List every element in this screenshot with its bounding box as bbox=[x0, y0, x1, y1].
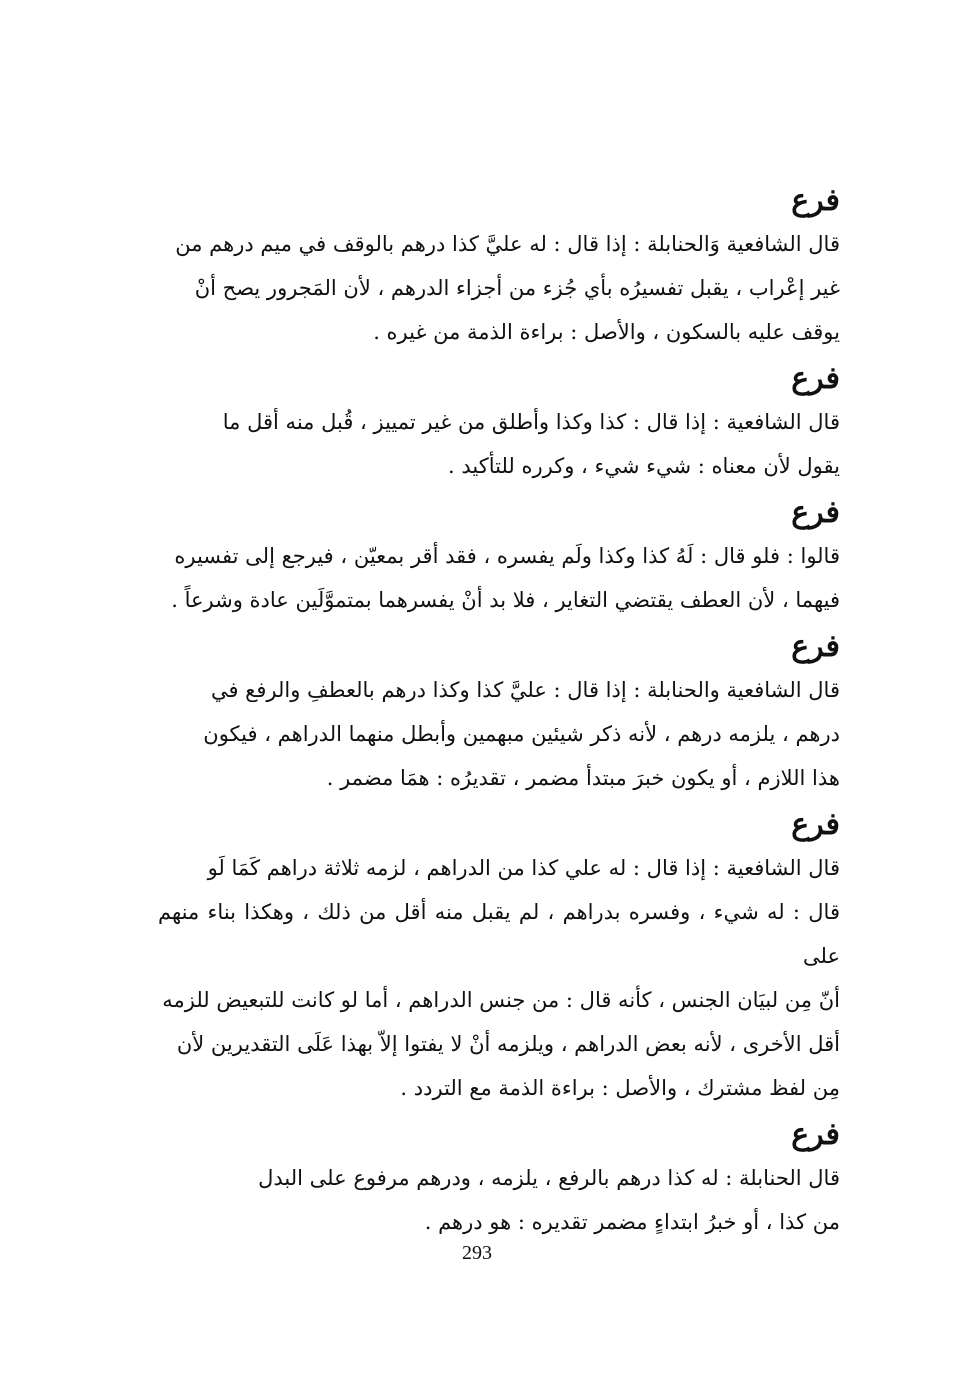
paragraph-line: قال الشافعية والحنابلة : إذا قال : عليَّ كذا وكذا درهم بالعطفِ والرفع في bbox=[210, 678, 840, 702]
paragraph-line: قال الشافعية وَالحنابلة : إذا قال : له عليَّ كذا درهم بالوقف في ميم درهم من bbox=[175, 232, 840, 256]
paragraph-line: أنّ مِن لبيَان الجنس ، كأنه قال : من جنس الدراهم ، أما لو كانت للتبعيض للزمه bbox=[162, 988, 840, 1012]
section-heading: فرع bbox=[791, 361, 840, 396]
paragraph-line: قال الشافعية : إذا قال : كذا وكذا وأطلق من غير تمييز ، قُبل منه أقل ما bbox=[222, 410, 840, 434]
paragraph-line: قال : له شيء ، وفسره بدراهم ، لم يقبل منه أقل من ذلك ، وهكذا بناء منهم على bbox=[158, 900, 840, 968]
paragraph-line: فيهما ، لأن العطف يقتضي التغاير ، فلا بد أنْ يفسرهما بمتموَّلَين عادة وشرعاً . bbox=[171, 588, 840, 612]
section bbox=[158, 804, 840, 1110]
section-paragraph bbox=[158, 400, 840, 488]
section-paragraph bbox=[158, 534, 840, 622]
section bbox=[158, 180, 840, 354]
page-content bbox=[158, 180, 840, 1248]
page-number: 293 bbox=[462, 1242, 492, 1264]
section bbox=[158, 1114, 840, 1244]
paragraph-line: أقل الأخرى ، لأنه بعض الدراهم ، ويلزمه أنْ لا يفتوا إلاّ بهذا عَلَى التقديرين لأن bbox=[176, 1032, 840, 1056]
paragraph-line: قال الحنابلة : له كذا درهم بالرفع ، يلزمه ، ودرهم مرفوع على البدل bbox=[258, 1166, 840, 1190]
section-heading: فرع bbox=[791, 1117, 840, 1152]
section-heading: فرع bbox=[791, 807, 840, 842]
paragraph-line: درهم ، يلزمه درهم ، لأنه ذكر شيئين مبهمين وأبطل منهما الدراهم ، فيكون bbox=[203, 722, 840, 746]
section-paragraph bbox=[158, 1156, 840, 1244]
paragraph-line: من كذا ، أو خبرُ ابتداءٍ مضمر تقديره : هو درهم . bbox=[424, 1210, 840, 1234]
paragraph-line: يوقف عليه بالسكون ، والأصل : براءة الذمة من غيره . bbox=[373, 320, 840, 344]
paragraph-line: غير إعْراب ، يقبل تفسيرُه بأي جُزء من أجزاء الدرهم ، لأن المَجرور يصح أنْ bbox=[194, 276, 840, 300]
section bbox=[158, 492, 840, 622]
paragraph-line: قال الشافعية : إذا قال : له علي كذا من الدراهم ، لزمه ثلاثة دراهم كَمَا لَو bbox=[207, 856, 840, 880]
paragraph-line: يقول لأن معناه : شيء شيء ، وكرره للتأكيد . bbox=[448, 454, 840, 478]
section-paragraph bbox=[158, 222, 840, 354]
section bbox=[158, 358, 840, 488]
paragraph-line: قالوا : فلو قال : لَهُ كذا وكذا ولَم يفسره ، فقد أقر بمعيّن ، فيرجع إلى تفسيره bbox=[174, 544, 840, 568]
section-paragraph bbox=[158, 668, 840, 800]
section bbox=[158, 626, 840, 800]
paragraph-line: هذا اللازم ، أو يكون خبرَ مبتدأ مضمر ، تقديرُه : همَا مضمر . bbox=[326, 766, 840, 790]
section-heading: فرع bbox=[791, 629, 840, 664]
paragraph-line: مِن لفظ مشترك ، والأصل : براءة الذمة مع التردد . bbox=[400, 1076, 840, 1100]
section-paragraph bbox=[158, 846, 840, 1110]
section-heading: فرع bbox=[791, 495, 840, 530]
section-heading: فرع bbox=[791, 183, 840, 218]
